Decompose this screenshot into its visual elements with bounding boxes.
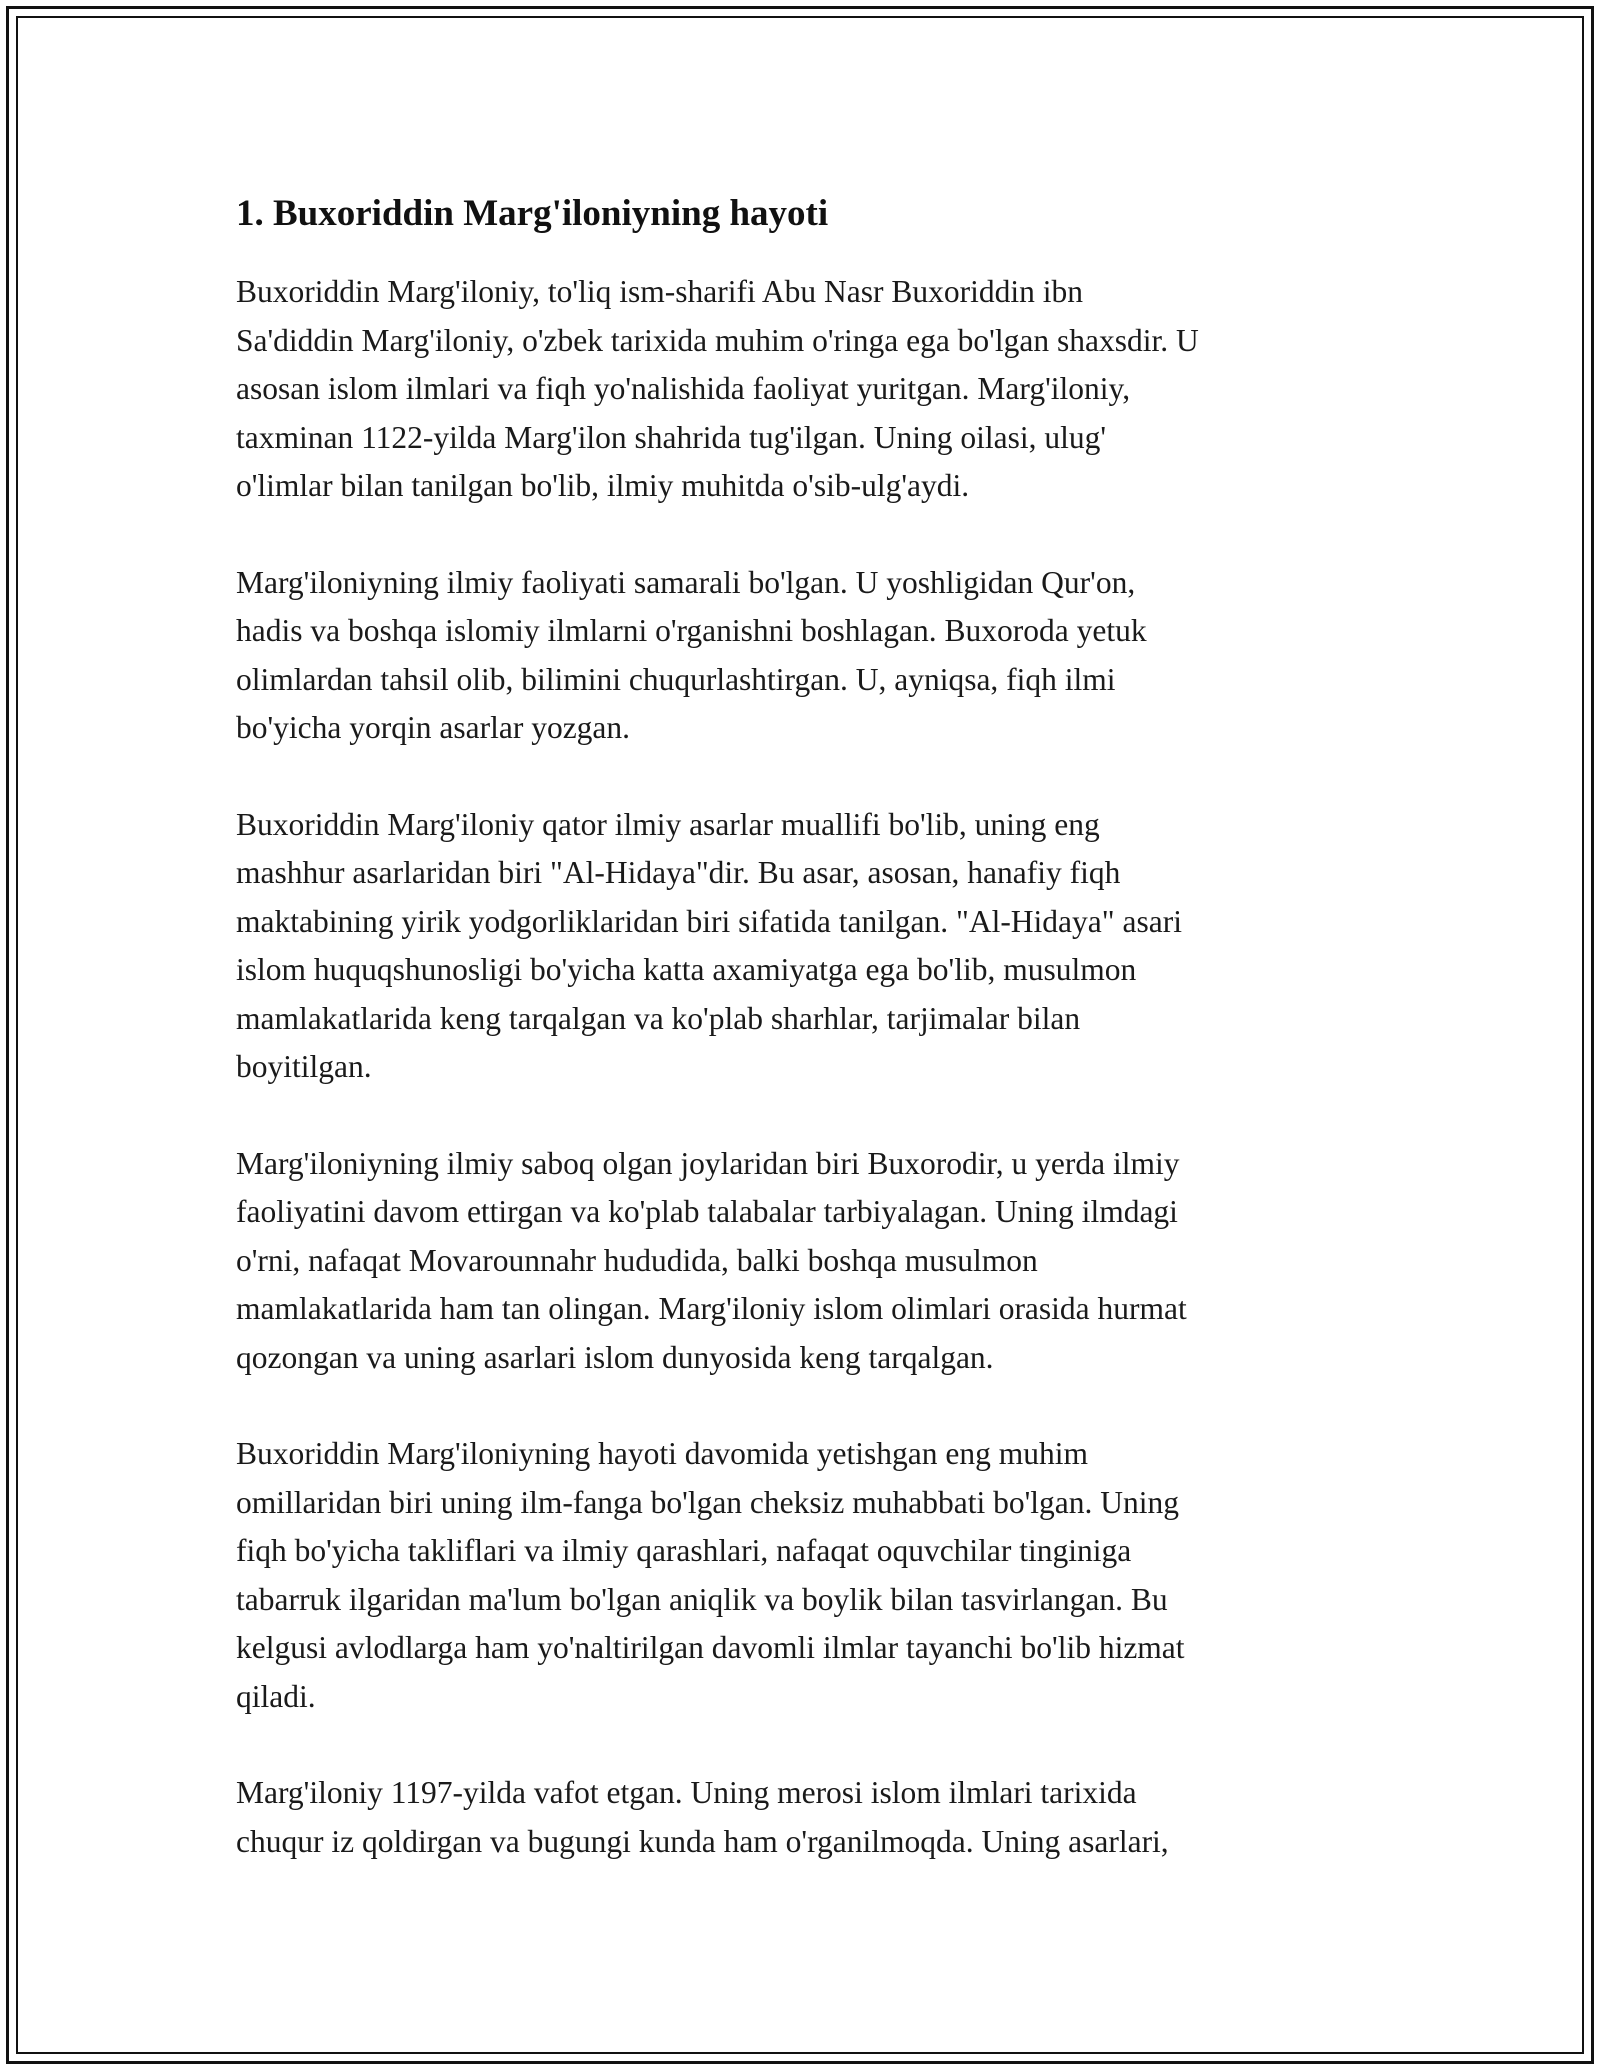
document-body bbox=[236, 186, 1366, 1914]
section-heading: 1. Buxoriddin Marg'iloniyning hayoti bbox=[236, 193, 829, 234]
paragraph-biography-intro: Buxoriddin Marg'iloniy, to'liq ism-sharifi Abu Nasr Buxoriddin ibn Sa'diddin Marg'iloniy, o'zbek tarixida muhim o'ringa ega bo'lgan shaxsdir. U asosan islom ilmlari va fiqh yo'nalishida faoliyat yuritgan. Marg'iloniy, taxminan 1122-yilda Marg'ilon shahrida tug'ilgan. Uning oilasi, ulug' o'limlar bilan tanilgan bo'lib, ilmiy muhitda o'sib-ulg'aydi. bbox=[236, 274, 1199, 503]
paragraph-scholarly-activity: Marg'iloniyning ilmiy faoliyati samarali bo'lgan. U yoshligidan Qur'on, hadis va boshqa islomiy ilmlarni o'rganishni boshlagan. Buxoroda yetuk olimlardan tahsil olib, bilimini chuqurlashtirgan. U, ayniqsa, fiqh ilmi bo'yicha yorqin asarlar yozgan. bbox=[236, 564, 1147, 745]
paragraph-love-of-science: Buxoriddin Marg'iloniyning hayoti davomida yetishgan eng muhim omillaridan biri uning ilm-fanga bo'lgan cheksiz muhabbati bo'lgan. Uning fiqh bo'yicha takliflari va ilmiy qarashlari, nafaqat oquvchilar tinginiga tabarruk ilgaridan ma'lum bo'lgan aniqlik va boylik bilan tasvirlangan. Bu kelgusi avlodlarga ham yo'naltirilgan davomli ilmlar tayanchi bo'lib hizmat qiladi. bbox=[236, 1436, 1185, 1714]
paragraph-al-hidaya: Buxoriddin Marg'iloniy qator ilmiy asarlar muallifi bo'lib, uning eng mashhur asarlaridan biri "Al-Hidaya"dir. Bu asar, asosan, hanafiy fiqh maktabining yirik yodgorliklaridan biri sifatida tanilgan. "Al-Hidaya" asari islom huquqshunosligi bo'yicha katta axamiyatga ega bo'lib, musulmon mamlakatlarida keng tarqalgan va ko'plab sharhlar, tarjimalar bilan boyitilgan. bbox=[236, 806, 1182, 1084]
paragraph-death-legacy: Marg'iloniy 1197-yilda vafot etgan. Uning merosi islom ilmlari tarixida chuqur iz qoldirgan va bugungi kunda ham o'rganilmoqda. Uning asarlari, bbox=[236, 1775, 1169, 1859]
paragraph-bukhara-teaching: Marg'iloniyning ilmiy saboq olgan joylaridan biri Buxorodir, u yerda ilmiy faoliyatini davom ettirgan va ko'plab talabalar tarbiyalagan. Uning ilmdagi o'rni, nafaqat Movarounnahr hududida, balki boshqa musulmon mamlakatlarida ham tan olingan. Marg'iloniy islom olimlari orasida hurmat qozongan va uning asarlari islom dunyosida keng tarqalgan. bbox=[236, 1145, 1187, 1375]
